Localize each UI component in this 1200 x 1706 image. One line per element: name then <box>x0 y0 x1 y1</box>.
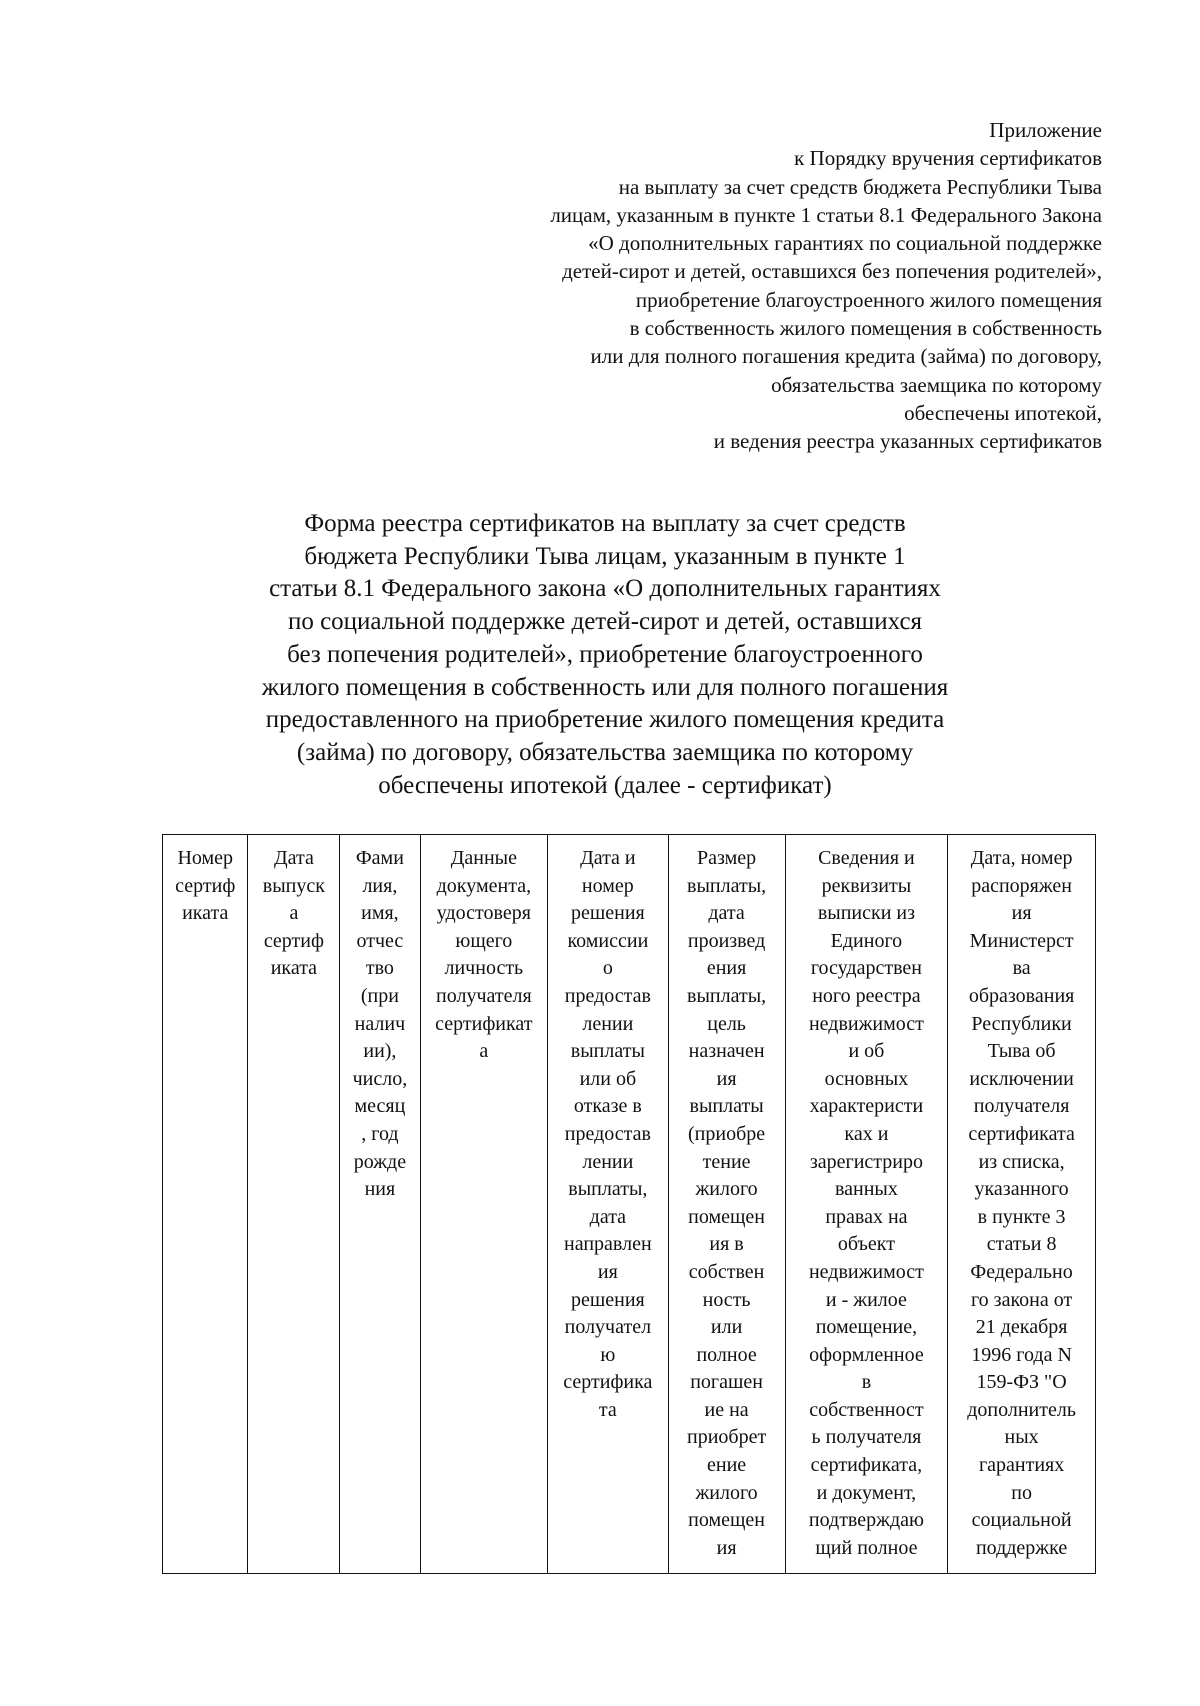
column-header-line: , год <box>361 1122 399 1145</box>
column-header-line: помещен <box>688 1509 765 1532</box>
column-header-line: полное <box>696 1343 757 1366</box>
column-header-line: го закона от <box>970 1288 1073 1311</box>
column-header <box>548 835 668 1574</box>
column-header-line: распоряжен <box>971 874 1072 897</box>
column-header-line: направлен <box>564 1233 652 1256</box>
column-header-line: о <box>602 957 613 980</box>
column-header-line: имя, <box>361 902 399 925</box>
column-header-line: социальной <box>971 1509 1072 1532</box>
column-header-line: зарегистриро <box>809 1150 923 1173</box>
column-header-line: ванных <box>834 1178 898 1201</box>
column-header-line: удостоверя <box>436 902 531 925</box>
column-header-line: помещен <box>688 1205 765 1228</box>
column-header-line: получателя <box>436 984 532 1007</box>
column-header-line: тение <box>702 1150 751 1173</box>
column-header-line: выплаты <box>570 1040 645 1063</box>
column-header-line: указанного <box>974 1178 1069 1201</box>
column-header-line: объект <box>837 1233 895 1256</box>
column-header-line: 1996 года N <box>971 1343 1072 1366</box>
column-header <box>163 835 248 1574</box>
column-header-line: ии), <box>363 1040 397 1063</box>
column-header-line: ия в <box>709 1233 744 1256</box>
column-header-line: предостав <box>564 1122 651 1145</box>
column-header-line: Федерально <box>970 1260 1073 1283</box>
form-title <box>190 508 1020 802</box>
appendix-line: «О дополнительных гарантиях по социальной поддержке <box>588 231 1102 256</box>
column-header-line: выплаты, <box>687 984 767 1007</box>
column-header-line: лении <box>582 1012 634 1035</box>
column-header-line: государствен <box>810 957 922 980</box>
column-header-line: в <box>861 1371 872 1394</box>
column-header-line: Дата <box>273 847 314 869</box>
column-header-line: ия <box>716 1067 737 1090</box>
column-header-line: 159-ФЗ "О <box>976 1371 1067 1394</box>
column-header <box>948 835 1096 1574</box>
title-line: по социальной поддержке детей-сирот и детей, оставшихся <box>287 608 923 636</box>
column-header-line: сертиф <box>175 874 236 897</box>
title-line: (займа) по договору, обязательства заемщика по которому <box>296 738 914 766</box>
column-header-line: Фами <box>355 847 404 869</box>
title-line: Форма реестра сертификатов на выплату за счет средств <box>304 510 906 537</box>
column-header-line: из списка, <box>978 1150 1065 1173</box>
column-header-line: а <box>479 1040 489 1063</box>
column-header-line: Данные <box>450 847 517 869</box>
column-header-line: выпуск <box>262 874 325 897</box>
column-header-line: помещение, <box>815 1316 918 1339</box>
title-line: обеспечены ипотекой (далее - сертификат) <box>378 771 832 799</box>
column-header-line: налич <box>354 1012 406 1035</box>
column-header-line: (приобре <box>688 1122 766 1145</box>
column-header-line: ия <box>1011 902 1032 925</box>
title-line: жилого помещения в собственность или для полного погашения <box>261 673 949 701</box>
column-header-line: сертификата, <box>810 1454 923 1477</box>
column-header-line: жилого <box>695 1178 758 1201</box>
column-header-line: Министерст <box>969 929 1074 952</box>
appendix-block <box>382 116 1102 456</box>
column-header-line: выплаты <box>689 1095 764 1118</box>
column-header-line: недвижимост <box>808 1260 924 1283</box>
column-header <box>248 835 340 1574</box>
column-header-line: Номер <box>177 847 234 869</box>
column-header-line: реквизиты <box>821 874 912 897</box>
column-header-line: или об <box>579 1067 637 1090</box>
column-header-line: рожде <box>353 1150 407 1173</box>
column-header-line: собственност <box>809 1398 924 1421</box>
column-header-line: недвижимост <box>808 1012 924 1035</box>
appendix-line: в собственность жилого помещения в собственность <box>629 316 1102 341</box>
column-header-line: гарантиях <box>978 1454 1065 1477</box>
column-header-line: сертифика <box>563 1371 653 1394</box>
column-header-line: отчес <box>356 929 404 952</box>
column-header-line: Дата, номер <box>970 847 1073 869</box>
title-line: предоставленного на приобретение жилого помещения кредита <box>265 706 945 734</box>
column-header-line: дата <box>589 1205 627 1228</box>
column-header <box>668 835 785 1574</box>
appendix-line: или для полного погашения кредита (займа) по договору, <box>590 344 1102 369</box>
column-header-line: выплаты, <box>568 1178 648 1201</box>
column-header-line: собствен <box>688 1260 765 1283</box>
column-header-line: решения <box>570 1288 645 1311</box>
table-header-row <box>163 835 1096 1574</box>
column-header-line: ения <box>706 957 747 980</box>
column-header-line: иката <box>270 957 318 980</box>
appendix-line: на выплату за счет средств бюджета Республики Тыва <box>618 174 1102 199</box>
registry-table <box>162 834 1096 1574</box>
column-header <box>420 835 548 1574</box>
column-header-line: в пункте 3 <box>977 1205 1066 1228</box>
column-header-line: документа, <box>436 874 532 897</box>
column-header-line: 21 декабря <box>975 1316 1068 1339</box>
column-header-line: лении <box>582 1150 634 1173</box>
column-header-line: иката <box>182 902 229 925</box>
column-header-line: жилого <box>695 1481 758 1504</box>
appendix-line: приобретение благоустроенного жилого помещения <box>635 287 1102 312</box>
column-header-line: ных <box>1004 1426 1039 1449</box>
column-header-line: поддержке <box>975 1536 1068 1559</box>
column-header-line: (при <box>360 984 399 1007</box>
column-header-line: предостав <box>564 984 651 1007</box>
column-header-line: Сведения и <box>818 847 915 869</box>
appendix-line: детей-сирот и детей, оставшихся без попечения родителей», <box>562 259 1102 284</box>
appendix-line: Приложение <box>989 118 1102 142</box>
column-header-line: ия <box>597 1260 618 1283</box>
column-header-line: дата <box>708 902 745 925</box>
column-header-line: выплаты, <box>687 874 767 897</box>
column-header-line: правах на <box>825 1205 908 1228</box>
column-header-line: ющего <box>455 929 513 952</box>
column-header-line: или <box>710 1316 743 1339</box>
column-header-line: получател <box>564 1316 652 1339</box>
column-header-line: и - жилое <box>825 1288 907 1311</box>
column-header-line: ва <box>1012 957 1031 980</box>
column-header-line: приобрет <box>686 1426 767 1449</box>
column-header-line: Республики <box>971 1012 1072 1035</box>
column-header-line: отказе в <box>573 1095 642 1118</box>
column-header-line: дополнитель <box>967 1398 1076 1421</box>
column-header-line: по <box>1011 1481 1032 1504</box>
column-header-line: цель <box>707 1012 746 1035</box>
column-header-line: комиссии <box>567 929 649 952</box>
column-header-line: Тыва об <box>987 1040 1056 1063</box>
appendix-line: обязательства заемщика по которому <box>771 372 1102 397</box>
column-header-line: тво <box>365 957 394 980</box>
column-header-line: лия, <box>362 874 398 897</box>
column-header <box>785 835 948 1574</box>
column-header-line: Дата и <box>580 847 636 869</box>
column-header-line: а <box>289 902 299 925</box>
column-header-line: месяц <box>354 1095 406 1118</box>
column-header-line: личность <box>444 957 524 980</box>
column-header-line: ю <box>600 1343 616 1366</box>
column-header-line: Единого <box>830 929 903 952</box>
column-header-line: получателя <box>973 1095 1070 1118</box>
appendix-line: лицам, указанным в пункте 1 статьи 8.1 Федерального Закона <box>550 202 1102 227</box>
column-header-line: ния <box>364 1178 396 1201</box>
column-header <box>340 835 420 1574</box>
column-header-line: ках и <box>844 1122 889 1145</box>
column-header-line: ение <box>707 1454 747 1477</box>
column-header-line: та <box>598 1398 617 1421</box>
column-header-line: характеристи <box>809 1095 924 1118</box>
column-header-line: образования <box>968 984 1075 1007</box>
column-header-line: произвед <box>687 929 766 952</box>
column-header-line: и об <box>848 1040 885 1063</box>
title-line: без попечения родителей», приобретение благоустроенного <box>287 640 923 668</box>
column-header-line: номер <box>581 874 634 897</box>
column-header-line: Размер <box>697 847 757 869</box>
column-header-line: статьи 8 <box>986 1233 1057 1256</box>
column-header-line: ие на <box>704 1398 749 1421</box>
column-header-line: сертификат <box>435 1012 533 1035</box>
appendix-line: к Порядку вручения сертификатов <box>794 146 1102 171</box>
column-header-line: сертификата <box>968 1122 1075 1145</box>
column-header-line: подтверждаю <box>808 1509 924 1532</box>
column-header-line: сертиф <box>263 929 324 952</box>
column-header-line: погашен <box>690 1371 763 1394</box>
column-header-line: решения <box>570 902 645 925</box>
column-header-line: выписки из <box>817 902 916 925</box>
title-line: бюджета Республики Тыва лицам, указанным в пункте 1 <box>304 542 906 570</box>
column-header-line: щий полное <box>815 1536 918 1559</box>
column-header-line: и документ, <box>816 1481 917 1504</box>
column-header-line: основных <box>824 1067 909 1090</box>
column-header-line: ность <box>702 1288 751 1311</box>
appendix-line: и ведения реестра указанных сертификатов <box>713 429 1102 454</box>
column-header-line: ного реестра <box>812 984 921 1007</box>
column-header-line: число, <box>352 1067 408 1090</box>
appendix-line: обеспечены ипотекой, <box>904 400 1102 425</box>
column-header-line: ия <box>716 1536 737 1559</box>
column-header-line: назначен <box>688 1040 765 1063</box>
column-header-line: исключении <box>969 1067 1074 1090</box>
title-line: статьи 8.1 Федерального закона «О дополнительных гарантиях <box>269 575 941 603</box>
column-header-line: оформленное <box>809 1343 924 1366</box>
column-header-line: ь получателя <box>811 1426 922 1449</box>
